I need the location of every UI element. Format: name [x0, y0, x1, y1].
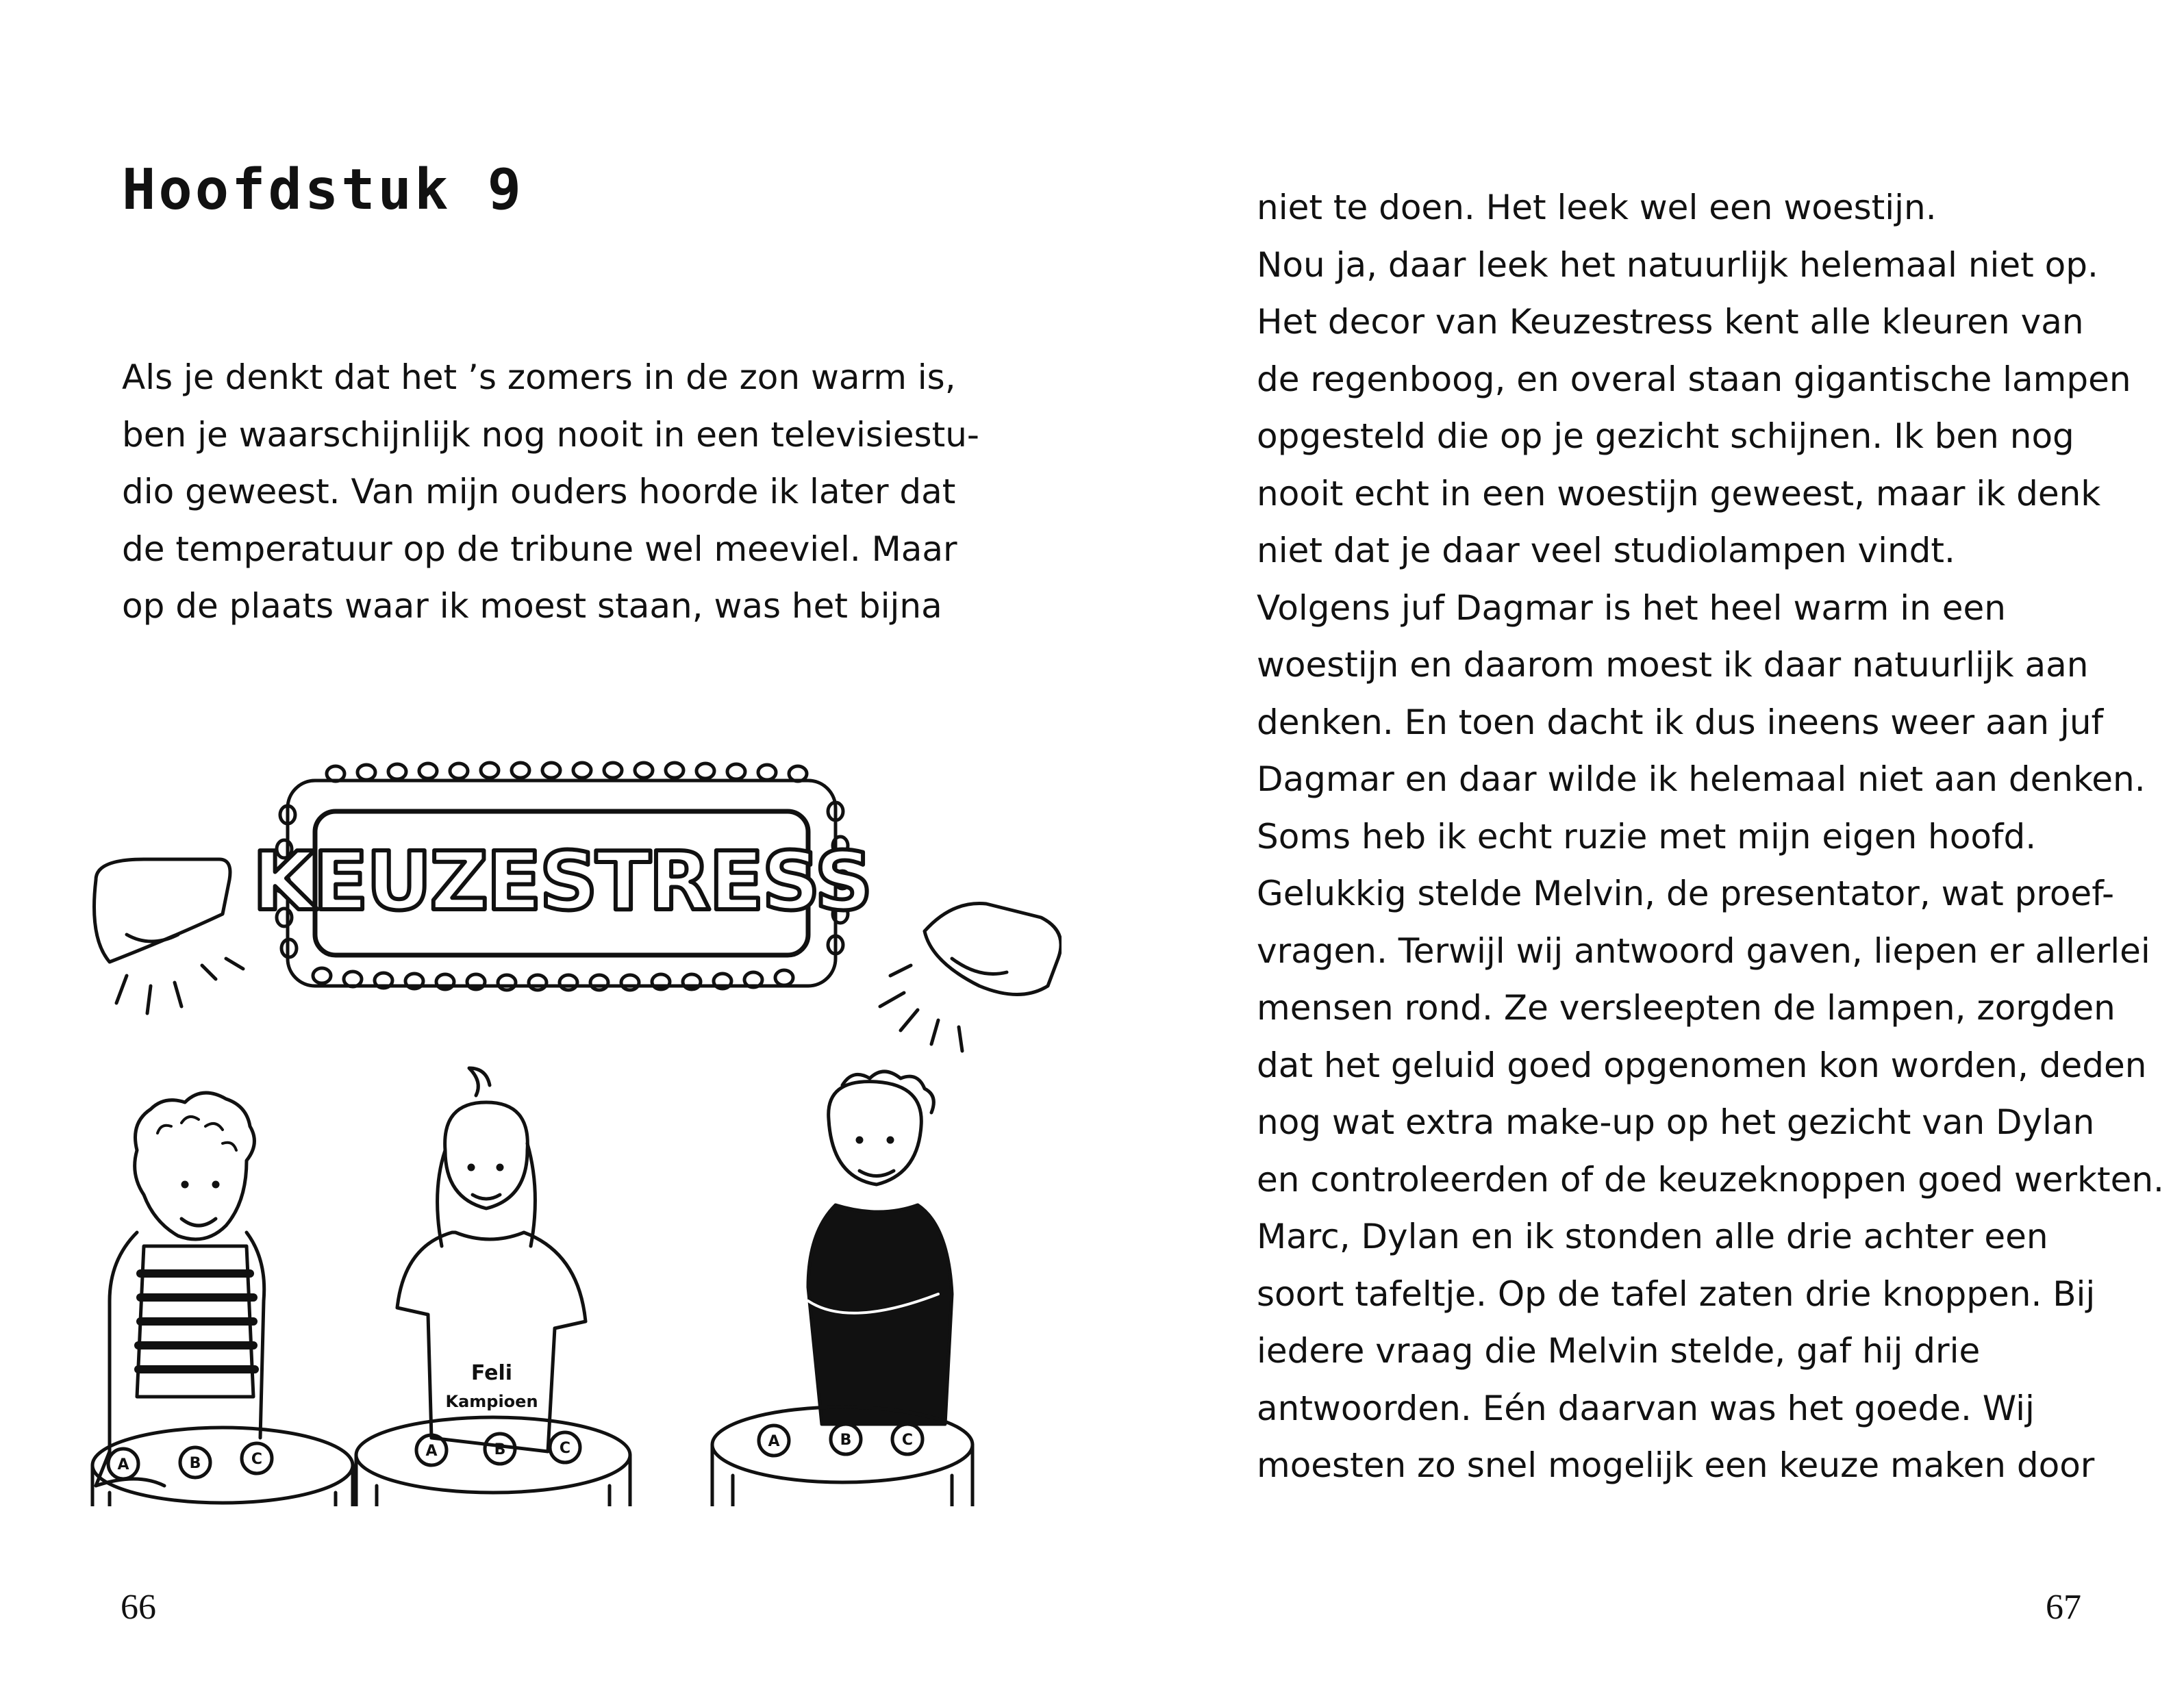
text-line: Soms heb ik echt ruzie met mijn eigen hoofd. — [1257, 816, 2037, 857]
text-line: dio geweest. Van mijn ouders hoorde ik later dat — [122, 472, 956, 511]
text-line: antwoorden. Eén daarvan was het goede. Wij — [1257, 1388, 2035, 1428]
studio-lamp-left — [95, 859, 244, 1013]
text-line: de temperatuur op de tribune wel meeviel. Maar — [122, 529, 957, 569]
text-line: nog wat extra make-up op het gezicht van Dylan — [1257, 1102, 2095, 1142]
button-b-label: B — [189, 1455, 201, 1472]
text-line: Gelukkig stelde Melvin, de presentator, wat proef- — [1257, 874, 2115, 913]
sign-text: KEUZESTRESS — [252, 834, 871, 928]
shirt-text-2: Kampioen — [445, 1392, 538, 1411]
text-line: denken. En toen dacht ik dus ineens weer aan juf — [1257, 702, 2104, 742]
podium-center — [356, 1417, 630, 1506]
text-line: niet te doen. Het leek wel een woestijn. — [1257, 188, 1937, 227]
text-line: opgesteld die op je gezicht schijnen. Ik ben nog — [1257, 416, 2074, 456]
text-line: en controleerden of de keuzeknoppen goed werkten. — [1257, 1159, 2164, 1200]
button-c-label: C — [901, 1432, 914, 1449]
text-line: vragen. Terwijl wij antwoord gaven, liepen er allerlei — [1257, 930, 2150, 971]
text-line: niet dat je daar veel studiolampen vindt. — [1257, 531, 1955, 570]
text-line: Volgens juf Dagmar is het heel warm in een — [1257, 587, 2006, 628]
text-line: nooit echt in een woestijn geweest, maar ik denk — [1257, 473, 2101, 514]
text-line: Nou ja, daar leek het natuurlijk helemaal niet op. — [1257, 244, 2098, 285]
page-number-right: 67 — [2046, 1588, 2081, 1627]
studio-lamp-right — [880, 904, 1061, 1052]
button-a-label: A — [425, 1443, 438, 1460]
button-a-label: A — [768, 1433, 780, 1450]
game-show-illustration — [62, 739, 1062, 1506]
button-c-label: C — [251, 1451, 263, 1468]
text-line: soort tafeltje. Op de tafel zaten drie knoppen. Bij — [1257, 1274, 2096, 1314]
text-line: mensen rond. Ze versleepten de lampen, zorgden — [1257, 988, 2116, 1028]
right-body-text — [1257, 179, 2164, 1495]
page-number-left: 66 — [121, 1588, 156, 1627]
text-line: moesten zo snel mogelijk een keuze maken door — [1257, 1445, 2095, 1485]
boy-right — [808, 1072, 952, 1424]
text-line: Als je denkt dat het ’s zomers in de zon warm is, — [122, 357, 956, 397]
right-page — [1092, 0, 2184, 1698]
button-a-label: A — [117, 1456, 129, 1473]
text-line: Marc, Dylan en ik stonden alle drie achter een — [1257, 1217, 2048, 1256]
shirt-text-1: Feli — [470, 1361, 513, 1385]
text-line: Dagmar en daar wilde ik helemaal niet aan denken. — [1257, 759, 2146, 799]
chapter-title: Hoofdstuk 9 — [122, 157, 525, 223]
text-line: op de plaats waar ik moest staan, was het bijna — [122, 586, 942, 626]
text-line: Het decor van Keuzestress kent alle kleuren van — [1257, 302, 2084, 342]
button-b-label: B — [494, 1441, 506, 1458]
text-line: woestijn en daarom moest ik daar natuurlijk aan — [1257, 645, 2089, 685]
girl-center — [397, 1068, 586, 1452]
text-line: iedere vraag die Melvin stelde, gaf hij drie — [1257, 1331, 1981, 1371]
podium-left — [92, 1428, 353, 1506]
text-line: dat het geluid goed opgenomen kon worden, deden — [1257, 1045, 2147, 1085]
text-line: ben je waarschijnlijk nog nooit in een televisiestu- — [122, 414, 979, 455]
left-body-text — [122, 349, 979, 635]
button-c-label: C — [559, 1440, 571, 1457]
button-b-label: B — [840, 1432, 852, 1449]
text-line: de regenboog, en overal staan gigantische lampen — [1257, 359, 2131, 399]
keuzestress-sign — [253, 763, 871, 990]
